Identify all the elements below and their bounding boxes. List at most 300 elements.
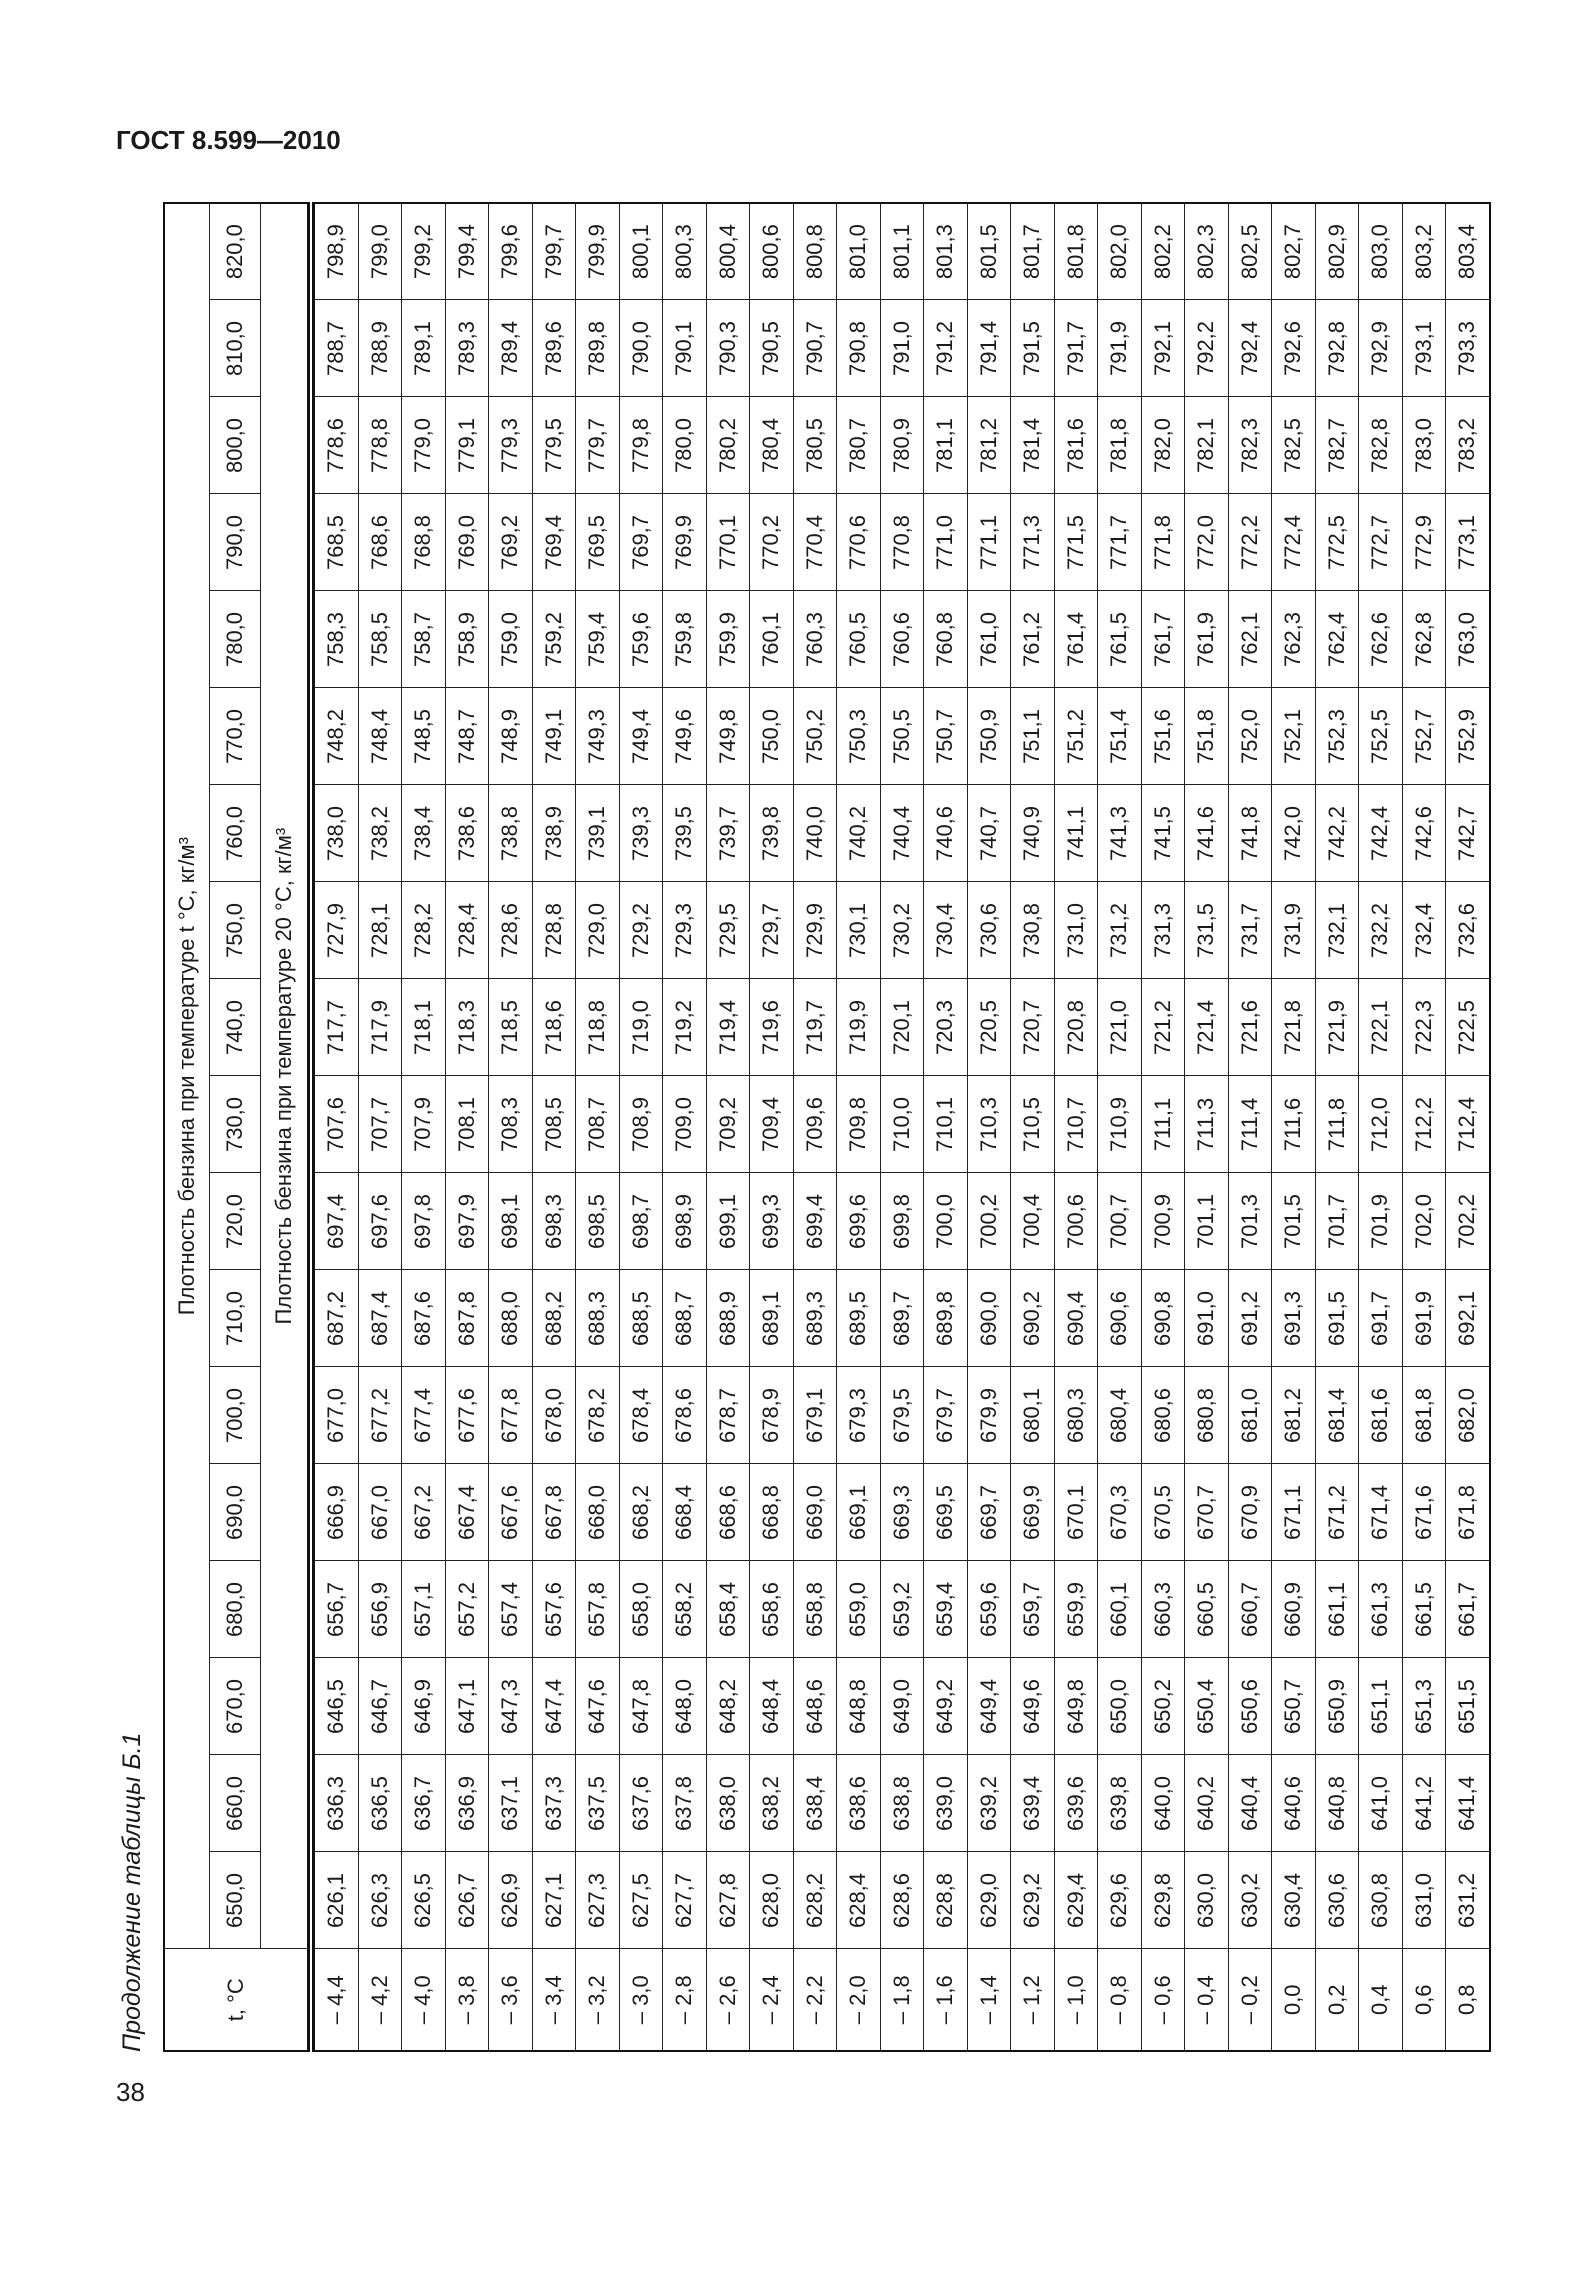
- density-cell: 779,1: [445, 397, 489, 494]
- density-cell: 740,0: [793, 785, 837, 882]
- density-cell: 698,1: [489, 1173, 533, 1270]
- density-cell: 699,3: [750, 1173, 794, 1270]
- density-cell: 781,8: [1098, 397, 1142, 494]
- density-cell: 758,3: [311, 591, 358, 688]
- density-cell: 779,0: [402, 397, 446, 494]
- density-cell: 750,7: [924, 688, 968, 785]
- density-cell: 742,4: [1359, 785, 1403, 882]
- density-cell: 761,5: [1098, 591, 1142, 688]
- density-cell: 719,0: [619, 979, 663, 1076]
- density-cell: 803,0: [1359, 203, 1403, 300]
- density-cell: 639,2: [967, 1755, 1011, 1852]
- table-row: [1315, 203, 1359, 2051]
- density-cell: 739,7: [706, 785, 750, 882]
- density-cell: 719,6: [750, 979, 794, 1076]
- density-cell: 709,4: [750, 1076, 794, 1173]
- density-cell: 710,0: [880, 1076, 924, 1173]
- density-cell: 749,6: [663, 688, 707, 785]
- temperature-cell: – 1,8: [880, 1949, 924, 2051]
- density-cell: 780,5: [793, 397, 837, 494]
- table-caption: Продолжение таблицы Б.1: [118, 1732, 146, 2052]
- density-cell: 628,8: [924, 1852, 968, 1949]
- density-column-header: 760,0: [210, 785, 261, 882]
- density-cell: 740,2: [837, 785, 881, 882]
- density-cell: 708,1: [445, 1076, 489, 1173]
- table-row: [837, 203, 881, 2051]
- table-row: [750, 203, 794, 2051]
- density-column-header: 800,0: [210, 397, 261, 494]
- density-cell: 793,1: [1402, 300, 1446, 397]
- header-row-columns: [210, 203, 261, 2051]
- temperature-cell: – 2,6: [706, 1949, 750, 2051]
- density-cell: 660,5: [1185, 1561, 1229, 1658]
- density-cell: 800,8: [793, 203, 837, 300]
- density-cell: 783,2: [1446, 397, 1490, 494]
- temperature-cell: 0,6: [1402, 1949, 1446, 2051]
- density-cell: 793,3: [1446, 300, 1490, 397]
- density-cell: 659,0: [837, 1561, 881, 1658]
- density-cell: 671,6: [1402, 1464, 1446, 1561]
- density-cell: 719,9: [837, 979, 881, 1076]
- density-cell: 627,7: [663, 1852, 707, 1949]
- density-cell: 670,5: [1141, 1464, 1185, 1561]
- density-cell: 709,2: [706, 1076, 750, 1173]
- density-cell: 749,1: [532, 688, 576, 785]
- density-cell: 749,3: [576, 688, 620, 785]
- density-column-header: 700,0: [210, 1367, 261, 1464]
- density-cell: 711,1: [1141, 1076, 1185, 1173]
- density-cell: 751,1: [1011, 688, 1055, 785]
- temperature-cell: – 0,8: [1098, 1949, 1142, 2051]
- density-cell: 782,0: [1141, 397, 1185, 494]
- density-cell: 732,2: [1359, 882, 1403, 979]
- density-column-header: 650,0: [210, 1852, 261, 1949]
- density-cell: 802,3: [1185, 203, 1229, 300]
- density-cell: 769,7: [619, 494, 663, 591]
- density-cell: 729,3: [663, 882, 707, 979]
- density-cell: 761,2: [1011, 591, 1055, 688]
- density-cell: 711,4: [1228, 1076, 1272, 1173]
- density-cell: 680,3: [1054, 1367, 1098, 1464]
- density-cell: 803,4: [1446, 203, 1490, 300]
- density-cell: 698,3: [532, 1173, 576, 1270]
- temperature-cell: – 4,0: [402, 1949, 446, 2051]
- density-cell: 630,8: [1359, 1852, 1403, 1949]
- density-cell: 752,3: [1315, 688, 1359, 785]
- density-cell: 682,0: [1446, 1367, 1490, 1464]
- density-cell: 711,3: [1185, 1076, 1229, 1173]
- density-cell: 732,1: [1315, 882, 1359, 979]
- density-cell: 677,8: [489, 1367, 533, 1464]
- density-cell: 721,9: [1315, 979, 1359, 1076]
- density-cell: 782,1: [1185, 397, 1229, 494]
- density-cell: 750,0: [750, 688, 794, 785]
- table-row: [1402, 203, 1446, 2051]
- table-row: [489, 203, 533, 2051]
- density-cell: 799,7: [532, 203, 576, 300]
- density-cell: 660,7: [1228, 1561, 1272, 1658]
- density-cell: 636,5: [358, 1755, 402, 1852]
- density-cell: 759,8: [663, 591, 707, 688]
- density-cell: 626,7: [445, 1852, 489, 1949]
- density-cell: 731,5: [1185, 882, 1229, 979]
- density-cell: 639,6: [1054, 1755, 1098, 1852]
- density-cell: 721,6: [1228, 979, 1272, 1076]
- density-cell: 707,6: [311, 1076, 358, 1173]
- density-cell: 667,0: [358, 1464, 402, 1561]
- density-cell: 752,5: [1359, 688, 1403, 785]
- density-cell: 670,9: [1228, 1464, 1272, 1561]
- density-cell: 689,5: [837, 1270, 881, 1367]
- density-cell: 800,3: [663, 203, 707, 300]
- density-cell: 758,9: [445, 591, 489, 688]
- density-cell: 638,4: [793, 1755, 837, 1852]
- temperature-cell: – 1,0: [1054, 1949, 1098, 2051]
- density-cell: 779,3: [489, 397, 533, 494]
- density-cell: 648,0: [663, 1658, 707, 1755]
- density-cell: 701,5: [1272, 1173, 1316, 1270]
- density-cell: 740,4: [880, 785, 924, 882]
- temperature-cell: – 1,6: [924, 1949, 968, 2051]
- density-cell: 768,5: [311, 494, 358, 591]
- density-cell: 670,3: [1098, 1464, 1142, 1561]
- density-cell: 741,6: [1185, 785, 1229, 882]
- density-cell: 718,1: [402, 979, 446, 1076]
- density-cell: 691,3: [1272, 1270, 1316, 1367]
- density-cell: 639,4: [1011, 1755, 1055, 1852]
- density-cell: 801,0: [837, 203, 881, 300]
- density-cell: 748,9: [489, 688, 533, 785]
- density-cell: 701,1: [1185, 1173, 1229, 1270]
- density-cell: 760,1: [750, 591, 794, 688]
- density-cell: 680,4: [1098, 1367, 1142, 1464]
- density-cell: 760,3: [793, 591, 837, 688]
- density-cell: 667,4: [445, 1464, 489, 1561]
- density-cell: 671,8: [1446, 1464, 1490, 1561]
- density-cell: 681,8: [1402, 1367, 1446, 1464]
- density-column-header: 660,0: [210, 1755, 261, 1852]
- density-cell: 788,7: [311, 300, 358, 397]
- density-cell: 700,0: [924, 1173, 968, 1270]
- density-cell: 791,5: [1011, 300, 1055, 397]
- density-column-header: 750,0: [210, 882, 261, 979]
- density-cell: 650,2: [1141, 1658, 1185, 1755]
- density-cell: 730,6: [967, 882, 1011, 979]
- density-cell: 730,8: [1011, 882, 1055, 979]
- density-cell: 641,2: [1402, 1755, 1446, 1852]
- table-row: [619, 203, 663, 2051]
- table-row: [1446, 203, 1490, 2051]
- density-cell: 751,4: [1098, 688, 1142, 785]
- density-cell: 791,2: [924, 300, 968, 397]
- table-row: [1359, 203, 1403, 2051]
- density-cell: 648,8: [837, 1658, 881, 1755]
- density-cell: 668,4: [663, 1464, 707, 1561]
- temperature-cell: – 3,6: [489, 1949, 533, 2051]
- density-cell: 801,3: [924, 203, 968, 300]
- density-at-20-header: Плотность бензина при температуре 20 °С, кг/м³: [261, 203, 312, 1949]
- density-cell: 699,6: [837, 1173, 881, 1270]
- density-cell: 626,1: [311, 1852, 358, 1949]
- density-cell: 641,4: [1446, 1755, 1490, 1852]
- density-cell: 690,2: [1011, 1270, 1055, 1367]
- density-cell: 780,9: [880, 397, 924, 494]
- density-column-header: 710,0: [210, 1270, 261, 1367]
- density-cell: 772,7: [1359, 494, 1403, 591]
- density-column-header: 720,0: [210, 1173, 261, 1270]
- density-cell: 778,8: [358, 397, 402, 494]
- density-cell: 772,9: [1402, 494, 1446, 591]
- density-cell: 661,5: [1402, 1561, 1446, 1658]
- density-cell: 677,6: [445, 1367, 489, 1464]
- density-column-header: 780,0: [210, 591, 261, 688]
- density-cell: 749,8: [706, 688, 750, 785]
- density-column-header: 690,0: [210, 1464, 261, 1561]
- density-cell: 648,4: [750, 1658, 794, 1755]
- density-cell: 752,7: [1402, 688, 1446, 785]
- density-cell: 759,6: [619, 591, 663, 688]
- density-cell: 770,1: [706, 494, 750, 591]
- density-cell: 800,6: [750, 203, 794, 300]
- density-cell: 761,0: [967, 591, 1011, 688]
- density-cell: 649,0: [880, 1658, 924, 1755]
- table-body: [311, 203, 1490, 2051]
- density-cell: 759,2: [532, 591, 576, 688]
- density-cell: 627,3: [576, 1852, 620, 1949]
- temperature-cell: – 2,2: [793, 1949, 837, 2051]
- density-cell: 639,0: [924, 1755, 968, 1852]
- density-cell: 783,0: [1402, 397, 1446, 494]
- density-cell: 710,3: [967, 1076, 1011, 1173]
- density-cell: 731,2: [1098, 882, 1142, 979]
- density-cell: 722,1: [1359, 979, 1403, 1076]
- temperature-cell: – 2,8: [663, 1949, 707, 2051]
- density-cell: 790,8: [837, 300, 881, 397]
- density-cell: 792,6: [1272, 300, 1316, 397]
- density-cell: 762,8: [1402, 591, 1446, 688]
- density-cell: 739,8: [750, 785, 794, 882]
- density-cell: 772,2: [1228, 494, 1272, 591]
- density-column-header: 680,0: [210, 1561, 261, 1658]
- density-cell: 692,1: [1446, 1270, 1490, 1367]
- density-cell: 648,6: [793, 1658, 837, 1755]
- density-cell: 671,1: [1272, 1464, 1316, 1561]
- density-cell: 800,1: [619, 203, 663, 300]
- density-cell: 687,4: [358, 1270, 402, 1367]
- density-cell: 639,8: [1098, 1755, 1142, 1852]
- density-cell: 679,9: [967, 1367, 1011, 1464]
- density-cell: 658,2: [663, 1561, 707, 1658]
- density-cell: 649,8: [1054, 1658, 1098, 1755]
- density-cell: 740,7: [967, 785, 1011, 882]
- density-cell: 721,0: [1098, 979, 1142, 1076]
- density-cell: 799,6: [489, 203, 533, 300]
- density-cell: 792,8: [1315, 300, 1359, 397]
- density-cell: 659,4: [924, 1561, 968, 1658]
- density-cell: 720,7: [1011, 979, 1055, 1076]
- density-cell: 700,6: [1054, 1173, 1098, 1270]
- density-cell: 798,9: [311, 203, 358, 300]
- density-cell: 669,3: [880, 1464, 924, 1561]
- density-cell: 680,8: [1185, 1367, 1229, 1464]
- density-cell: 720,8: [1054, 979, 1098, 1076]
- density-cell: 678,9: [750, 1367, 794, 1464]
- density-cell: 779,7: [576, 397, 620, 494]
- density-cell: 691,5: [1315, 1270, 1359, 1367]
- density-cell: 707,7: [358, 1076, 402, 1173]
- density-cell: 650,9: [1315, 1658, 1359, 1755]
- density-cell: 770,6: [837, 494, 881, 591]
- density-cell: 700,2: [967, 1173, 1011, 1270]
- density-at-t-header: Плотность бензина при температуре t °С, кг/м³: [164, 203, 210, 1949]
- density-cell: 790,5: [750, 300, 794, 397]
- density-cell: 657,1: [402, 1561, 446, 1658]
- density-cell: 709,8: [837, 1076, 881, 1173]
- density-cell: 792,4: [1228, 300, 1272, 397]
- density-cell: 781,2: [967, 397, 1011, 494]
- density-cell: 780,4: [750, 397, 794, 494]
- density-cell: 638,6: [837, 1755, 881, 1852]
- temperature-cell: – 4,4: [311, 1949, 358, 2051]
- density-cell: 742,6: [1402, 785, 1446, 882]
- density-cell: 659,7: [1011, 1561, 1055, 1658]
- density-cell: 730,4: [924, 882, 968, 979]
- temperature-cell: – 0,6: [1141, 1949, 1185, 2051]
- density-cell: 689,3: [793, 1270, 837, 1367]
- density-cell: 729,2: [619, 882, 663, 979]
- density-cell: 691,2: [1228, 1270, 1272, 1367]
- density-cell: 669,5: [924, 1464, 968, 1561]
- density-cell: 629,6: [1098, 1852, 1142, 1949]
- density-cell: 699,8: [880, 1173, 924, 1270]
- density-cell: 648,2: [706, 1658, 750, 1755]
- density-cell: 669,0: [793, 1464, 837, 1561]
- density-cell: 761,4: [1054, 591, 1098, 688]
- temperature-cell: – 3,8: [445, 1949, 489, 2051]
- density-cell: 636,7: [402, 1755, 446, 1852]
- density-cell: 792,9: [1359, 300, 1403, 397]
- density-cell: 768,6: [358, 494, 402, 591]
- density-cell: 728,2: [402, 882, 446, 979]
- density-cell: 790,3: [706, 300, 750, 397]
- density-cell: 640,2: [1185, 1755, 1229, 1852]
- density-cell: 688,0: [489, 1270, 533, 1367]
- density-cell: 660,9: [1272, 1561, 1316, 1658]
- temperature-cell: – 0,4: [1185, 1949, 1229, 2051]
- density-cell: 761,9: [1185, 591, 1229, 688]
- density-cell: 738,2: [358, 785, 402, 882]
- document-header: ГОСТ 8.599—2010: [116, 125, 341, 155]
- density-cell: 661,3: [1359, 1561, 1403, 1658]
- density-cell: 691,9: [1402, 1270, 1446, 1367]
- density-cell: 627,8: [706, 1852, 750, 1949]
- density-cell: 760,5: [837, 591, 881, 688]
- density-cell: 738,8: [489, 785, 533, 882]
- density-cell: 647,6: [576, 1658, 620, 1755]
- density-cell: 708,7: [576, 1076, 620, 1173]
- density-cell: 668,2: [619, 1464, 663, 1561]
- density-cell: 772,0: [1185, 494, 1229, 591]
- density-cell: 728,1: [358, 882, 402, 979]
- density-cell: 659,2: [880, 1561, 924, 1658]
- density-cell: 759,9: [706, 591, 750, 688]
- density-cell: 792,2: [1185, 300, 1229, 397]
- density-cell: 671,4: [1359, 1464, 1403, 1561]
- density-cell: 711,8: [1315, 1076, 1359, 1173]
- density-cell: 782,3: [1228, 397, 1272, 494]
- table-row: [402, 203, 446, 2051]
- temperature-cell: 0,0: [1272, 1949, 1316, 2051]
- density-cell: 636,3: [311, 1755, 358, 1852]
- density-cell: 741,3: [1098, 785, 1142, 882]
- density-cell: 750,3: [837, 688, 881, 785]
- density-cell: 667,2: [402, 1464, 446, 1561]
- density-cell: 790,7: [793, 300, 837, 397]
- table-row: [445, 203, 489, 2051]
- density-cell: 678,2: [576, 1367, 620, 1464]
- page-number: 38: [116, 2077, 145, 2107]
- density-cell: 778,6: [311, 397, 358, 494]
- density-cell: 720,5: [967, 979, 1011, 1076]
- density-cell: 759,0: [489, 591, 533, 688]
- density-cell: 730,2: [880, 882, 924, 979]
- density-cell: 649,6: [1011, 1658, 1055, 1755]
- density-cell: 638,0: [706, 1755, 750, 1852]
- density-cell: 711,6: [1272, 1076, 1316, 1173]
- density-cell: 697,9: [445, 1173, 489, 1270]
- table-row: [880, 203, 924, 2051]
- density-cell: 760,6: [880, 591, 924, 688]
- density-cell: 739,3: [619, 785, 663, 882]
- density-cell: 799,0: [358, 203, 402, 300]
- density-cell: 780,2: [706, 397, 750, 494]
- table-row: [663, 203, 707, 2051]
- density-cell: 751,2: [1054, 688, 1098, 785]
- table-row: [1141, 203, 1185, 2051]
- density-cell: 668,8: [750, 1464, 794, 1561]
- density-cell: 697,4: [311, 1173, 358, 1270]
- density-cell: 781,6: [1054, 397, 1098, 494]
- temperature-cell: – 1,4: [967, 1949, 1011, 2051]
- density-cell: 722,3: [1402, 979, 1446, 1076]
- density-cell: 668,6: [706, 1464, 750, 1561]
- density-cell: 641,0: [1359, 1755, 1403, 1852]
- density-cell: 670,1: [1054, 1464, 1098, 1561]
- table-row: [1011, 203, 1055, 2051]
- density-cell: 640,0: [1141, 1755, 1185, 1852]
- table-row: [1228, 203, 1272, 2051]
- density-cell: 750,9: [967, 688, 1011, 785]
- density-cell: 758,5: [358, 591, 402, 688]
- density-cell: 771,1: [967, 494, 1011, 591]
- density-cell: 799,9: [576, 203, 620, 300]
- density-cell: 700,7: [1098, 1173, 1142, 1270]
- density-cell: 650,7: [1272, 1658, 1316, 1755]
- density-cell: 769,5: [576, 494, 620, 591]
- density-cell: 752,0: [1228, 688, 1272, 785]
- density-cell: 677,2: [358, 1367, 402, 1464]
- density-cell: 650,6: [1228, 1658, 1272, 1755]
- density-cell: 656,9: [358, 1561, 402, 1658]
- density-cell: 762,6: [1359, 591, 1403, 688]
- density-cell: 700,4: [1011, 1173, 1055, 1270]
- density-column-header: 790,0: [210, 494, 261, 591]
- table-row: [1272, 203, 1316, 2051]
- density-cell: 697,6: [358, 1173, 402, 1270]
- density-cell: 701,3: [1228, 1173, 1272, 1270]
- density-cell: 681,4: [1315, 1367, 1359, 1464]
- density-cell: 721,2: [1141, 979, 1185, 1076]
